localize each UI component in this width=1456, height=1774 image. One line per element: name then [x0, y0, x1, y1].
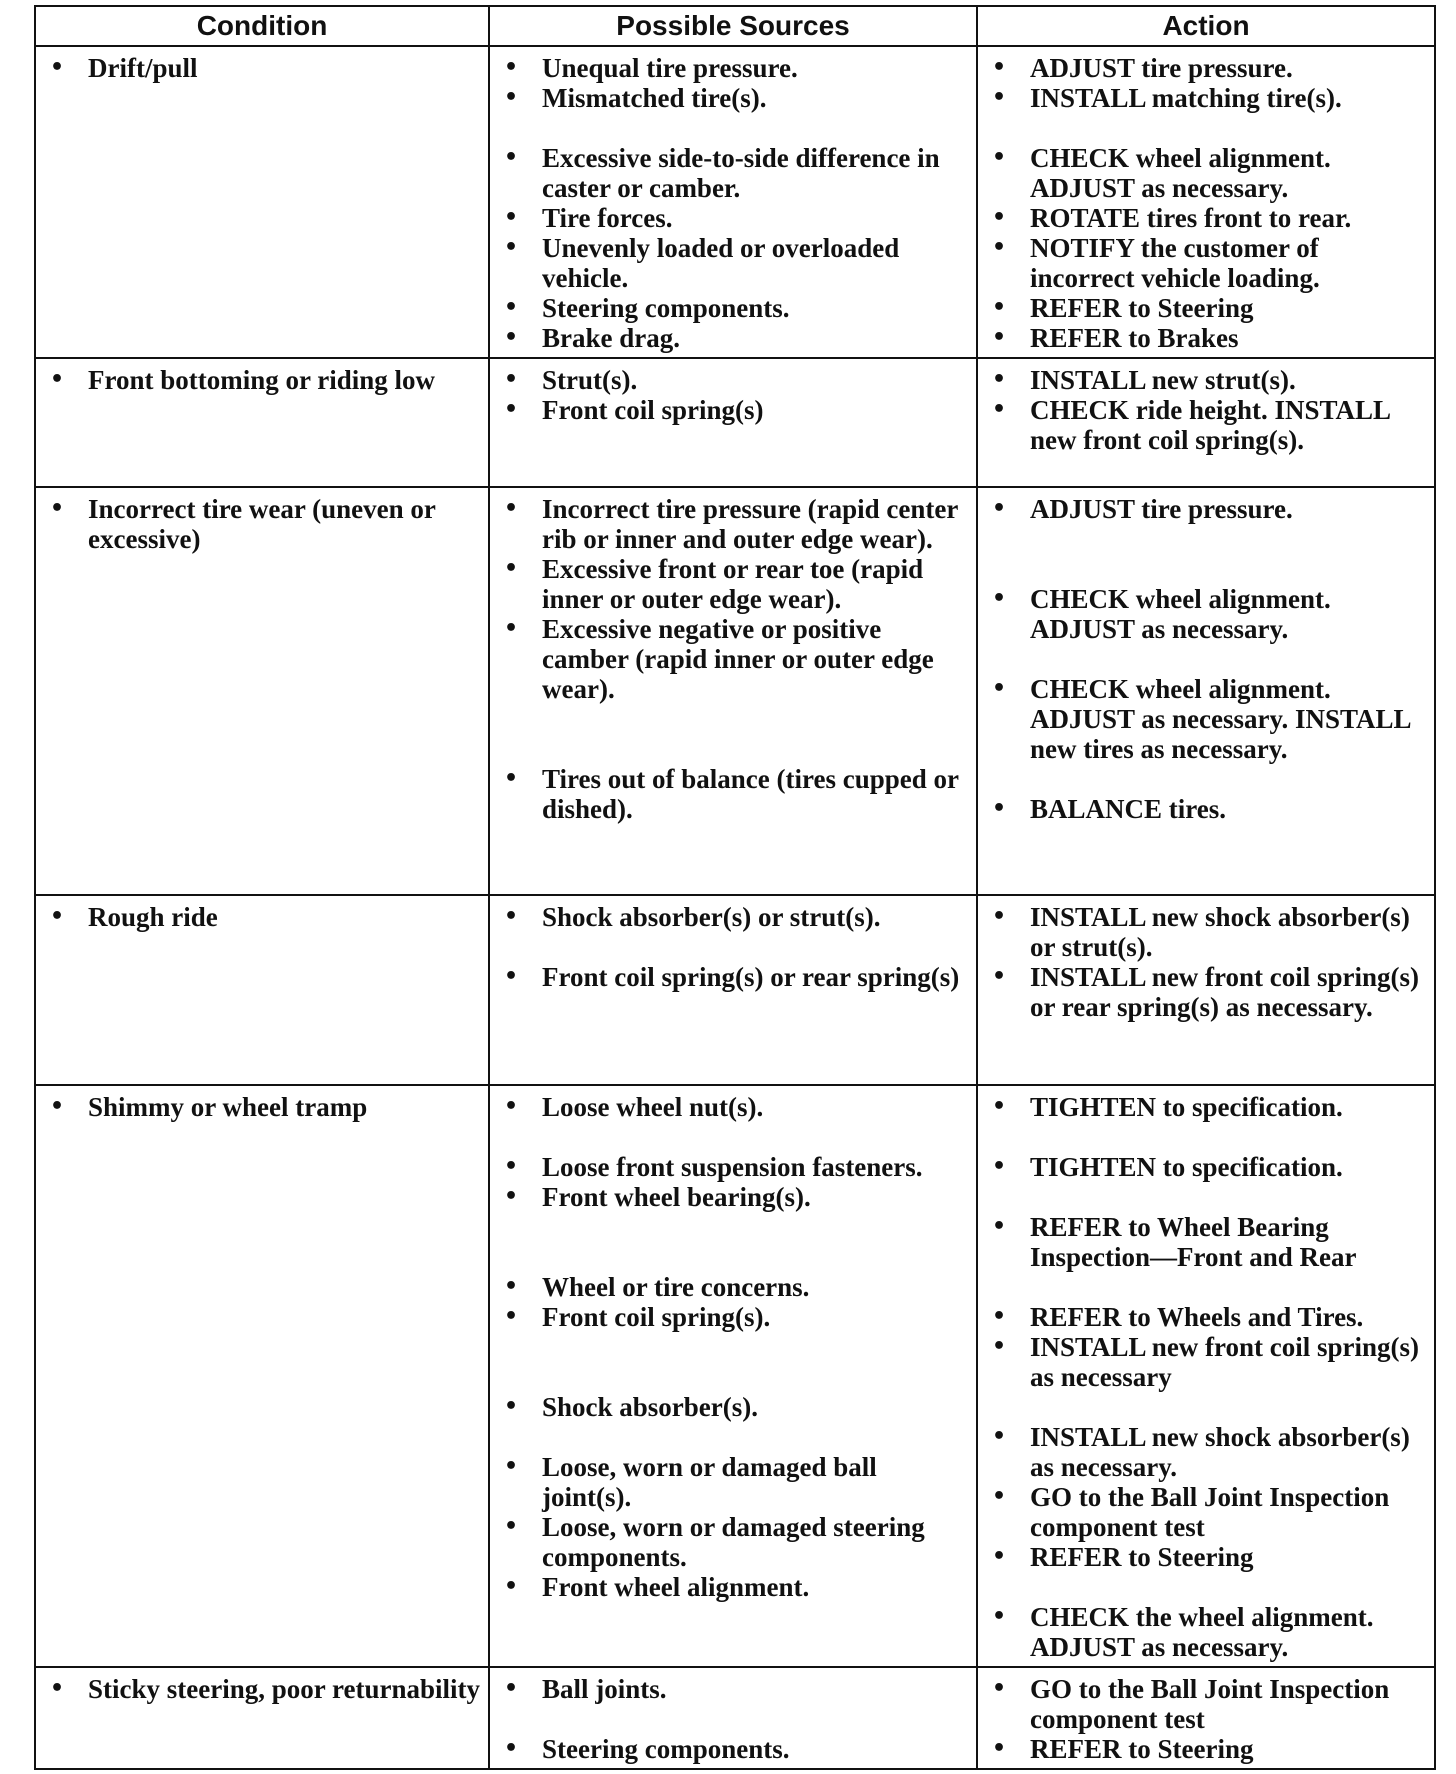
list-item: • Steering components. — [504, 1734, 790, 1764]
bullet-icon: • — [992, 1604, 1007, 1629]
list-item: • NOTIFY the customer of incorrect vehicle loading. — [992, 233, 1320, 293]
list-item: • INSTALL new shock absorber(s) or strut(s). — [992, 902, 1410, 962]
list-item: • CHECK wheel alignment. ADJUST as necessary. INSTALL new tires as necessary. — [992, 674, 1411, 764]
table-row — [35, 1667, 1435, 1769]
list-item: • Front wheel bearing(s). — [504, 1182, 811, 1212]
list-item: • CHECK wheel alignment. ADJUST as necessary. — [992, 143, 1331, 203]
sources-cell — [489, 1085, 977, 1667]
bullet-icon: • — [992, 295, 1007, 320]
bullet-icon: • — [992, 1304, 1007, 1329]
bullet-icon: • — [992, 796, 1007, 821]
bullet-icon: • — [992, 1544, 1007, 1569]
table-row — [35, 358, 1435, 487]
bullet-icon: • — [50, 1094, 65, 1119]
list-item: • GO to the Ball Joint Inspection component test — [992, 1674, 1390, 1734]
header-possible-sources: Possible Sources — [489, 6, 977, 46]
diagnosis-table — [34, 5, 1436, 1770]
list-item: • ADJUST tire pressure. — [992, 53, 1293, 83]
bullet-icon: • — [992, 676, 1007, 701]
list-item: • Excessive negative or positive camber (rapid inner or outer edge wear). — [504, 614, 934, 704]
list-item: • Mismatched tire(s). — [504, 83, 767, 113]
bullet-icon: • — [50, 55, 65, 80]
sources-cell — [489, 46, 977, 358]
list-item: • Loose wheel nut(s). — [504, 1092, 764, 1122]
bullet-icon: • — [992, 496, 1007, 521]
bullet-icon: • — [50, 1676, 65, 1701]
bullet-icon: • — [992, 1484, 1007, 1509]
bullet-icon: • — [992, 325, 1007, 350]
bullet-icon: • — [504, 496, 519, 521]
bullet-icon: • — [504, 556, 519, 581]
bullet-icon: • — [504, 1454, 519, 1479]
table-row — [35, 1085, 1435, 1667]
action-cell — [977, 46, 1435, 358]
sources-cell — [489, 1667, 977, 1769]
list-item: • TIGHTEN to specification. — [992, 1092, 1343, 1122]
list-item: • INSTALL matching tire(s). — [992, 83, 1342, 113]
list-item: • REFER to Wheel Bearing Inspection—Front and Rear — [992, 1212, 1357, 1272]
table-row — [35, 895, 1435, 1085]
list-item: • Unevenly loaded or overloaded vehicle. — [504, 233, 900, 293]
list-item: • Rough ride — [50, 902, 218, 932]
list-item: • CHECK ride height. INSTALL new front coil spring(s). — [992, 395, 1390, 455]
list-item: • Loose, worn or damaged steering components. — [504, 1512, 925, 1572]
bullet-icon: • — [992, 1334, 1007, 1359]
bullet-icon: • — [992, 367, 1007, 392]
list-item: • TIGHTEN to specification. — [992, 1152, 1343, 1182]
list-item: • Shock absorber(s) or strut(s). — [504, 902, 881, 932]
action-cell — [977, 895, 1435, 1085]
bullet-icon: • — [504, 1184, 519, 1209]
list-item: • Wheel or tire concerns. — [504, 1272, 810, 1302]
list-item: • Brake drag. — [504, 323, 680, 353]
list-item: • ROTATE tires front to rear. — [992, 203, 1352, 233]
bullet-icon: • — [992, 145, 1007, 170]
list-item: • Front coil spring(s). — [504, 1302, 771, 1332]
list-item: • REFER to Wheels and Tires. — [992, 1302, 1364, 1332]
header-condition: Condition — [35, 6, 489, 46]
bullet-icon: • — [50, 496, 65, 521]
list-item: • ADJUST tire pressure. — [992, 494, 1293, 524]
list-item: • Strut(s). — [504, 365, 638, 395]
bullet-icon: • — [504, 1574, 519, 1599]
action-cell — [977, 1667, 1435, 1769]
list-item: • INSTALL new strut(s). — [992, 365, 1296, 395]
bullet-icon: • — [992, 1736, 1007, 1761]
bullet-icon: • — [504, 616, 519, 641]
list-item: • Shimmy or wheel tramp — [50, 1092, 368, 1122]
bullet-icon: • — [504, 235, 519, 260]
bullet-icon: • — [992, 1214, 1007, 1239]
bullet-icon: • — [992, 586, 1007, 611]
bullet-icon: • — [992, 1676, 1007, 1701]
list-item: • CHECK wheel alignment. ADJUST as necessary. — [992, 584, 1331, 644]
list-item: • INSTALL new front coil spring(s) as necessary — [992, 1332, 1420, 1392]
list-item: • Shock absorber(s). — [504, 1392, 759, 1422]
bullet-icon: • — [992, 235, 1007, 260]
bullet-icon: • — [504, 367, 519, 392]
condition-cell — [35, 895, 489, 1085]
list-item: • Incorrect tire pressure (rapid center rib or inner and outer edge wear). — [504, 494, 958, 554]
bullet-icon: • — [992, 964, 1007, 989]
header-row — [35, 6, 1435, 46]
list-item: • GO to the Ball Joint Inspection component test — [992, 1482, 1390, 1542]
header-action: Action — [977, 6, 1435, 46]
condition-cell — [35, 46, 489, 358]
table-row — [35, 46, 1435, 358]
bullet-icon: • — [504, 145, 519, 170]
list-item: • REFER to Steering — [992, 1734, 1254, 1764]
list-item: • Sticky steering, poor returnability — [50, 1674, 480, 1704]
list-item: • Drift/pull — [50, 53, 198, 83]
list-item: • Tires out of balance (tires cupped or dished). — [504, 764, 959, 824]
list-item: • INSTALL new front coil spring(s) or rear spring(s) as necessary. — [992, 962, 1420, 1022]
list-item: • Steering components. — [504, 293, 790, 323]
bullet-icon: • — [504, 325, 519, 350]
bullet-icon: • — [504, 766, 519, 791]
list-item: • Loose front suspension fasteners. — [504, 1152, 923, 1182]
list-item: • Front wheel alignment. — [504, 1572, 810, 1602]
bullet-icon: • — [504, 85, 519, 110]
bullet-icon: • — [504, 1274, 519, 1299]
list-item: • Front coil spring(s) — [504, 395, 764, 425]
bullet-icon: • — [504, 1394, 519, 1419]
bullet-icon: • — [504, 295, 519, 320]
sources-cell — [489, 358, 977, 487]
bullet-icon: • — [504, 1514, 519, 1539]
list-item: • Tire forces. — [504, 203, 673, 233]
bullet-icon: • — [504, 55, 519, 80]
table-row — [35, 487, 1435, 895]
list-item: • Excessive side-to-side difference in caster or camber. — [504, 143, 940, 203]
condition-cell — [35, 1085, 489, 1667]
bullet-icon: • — [992, 397, 1007, 422]
bullet-icon: • — [992, 205, 1007, 230]
bullet-icon: • — [504, 1676, 519, 1701]
list-item: • REFER to Steering — [992, 293, 1254, 323]
action-cell — [977, 1085, 1435, 1667]
bullet-icon: • — [992, 1094, 1007, 1119]
bullet-icon: • — [504, 1304, 519, 1329]
list-item: • Incorrect tire wear (uneven or excessive) — [50, 494, 436, 554]
list-item: • Front coil spring(s) or rear spring(s) — [504, 962, 960, 992]
bullet-icon: • — [50, 904, 65, 929]
bullet-icon: • — [992, 55, 1007, 80]
bullet-icon: • — [504, 904, 519, 929]
bullet-icon: • — [992, 1154, 1007, 1179]
bullet-icon: • — [992, 1424, 1007, 1449]
list-item: • Loose, worn or damaged ball joint(s). — [504, 1452, 877, 1512]
sources-cell — [489, 895, 977, 1085]
list-item: • INSTALL new shock absorber(s) as necessary. — [992, 1422, 1410, 1482]
bullet-icon: • — [504, 205, 519, 230]
bullet-icon: • — [992, 85, 1007, 110]
condition-cell — [35, 358, 489, 487]
list-item: • BALANCE tires. — [992, 794, 1227, 824]
bullet-icon: • — [504, 1094, 519, 1119]
list-item: • Excessive front or rear toe (rapid inner or outer edge wear). — [504, 554, 924, 614]
bullet-icon: • — [992, 904, 1007, 929]
list-item: • Ball joints. — [504, 1674, 667, 1704]
list-item: • Unequal tire pressure. — [504, 53, 798, 83]
sources-cell — [489, 487, 977, 895]
list-item: • REFER to Brakes — [992, 323, 1239, 353]
action-cell — [977, 487, 1435, 895]
condition-cell — [35, 487, 489, 895]
bullet-icon: • — [504, 1154, 519, 1179]
list-item: • REFER to Steering — [992, 1542, 1254, 1572]
condition-cell — [35, 1667, 489, 1769]
bullet-icon: • — [50, 367, 65, 392]
bullet-icon: • — [504, 397, 519, 422]
bullet-icon: • — [504, 1736, 519, 1761]
list-item: • Front bottoming or riding low — [50, 365, 436, 395]
bullet-icon: • — [504, 964, 519, 989]
action-cell — [977, 358, 1435, 487]
list-item: • CHECK the wheel alignment. ADJUST as necessary. — [992, 1602, 1374, 1662]
